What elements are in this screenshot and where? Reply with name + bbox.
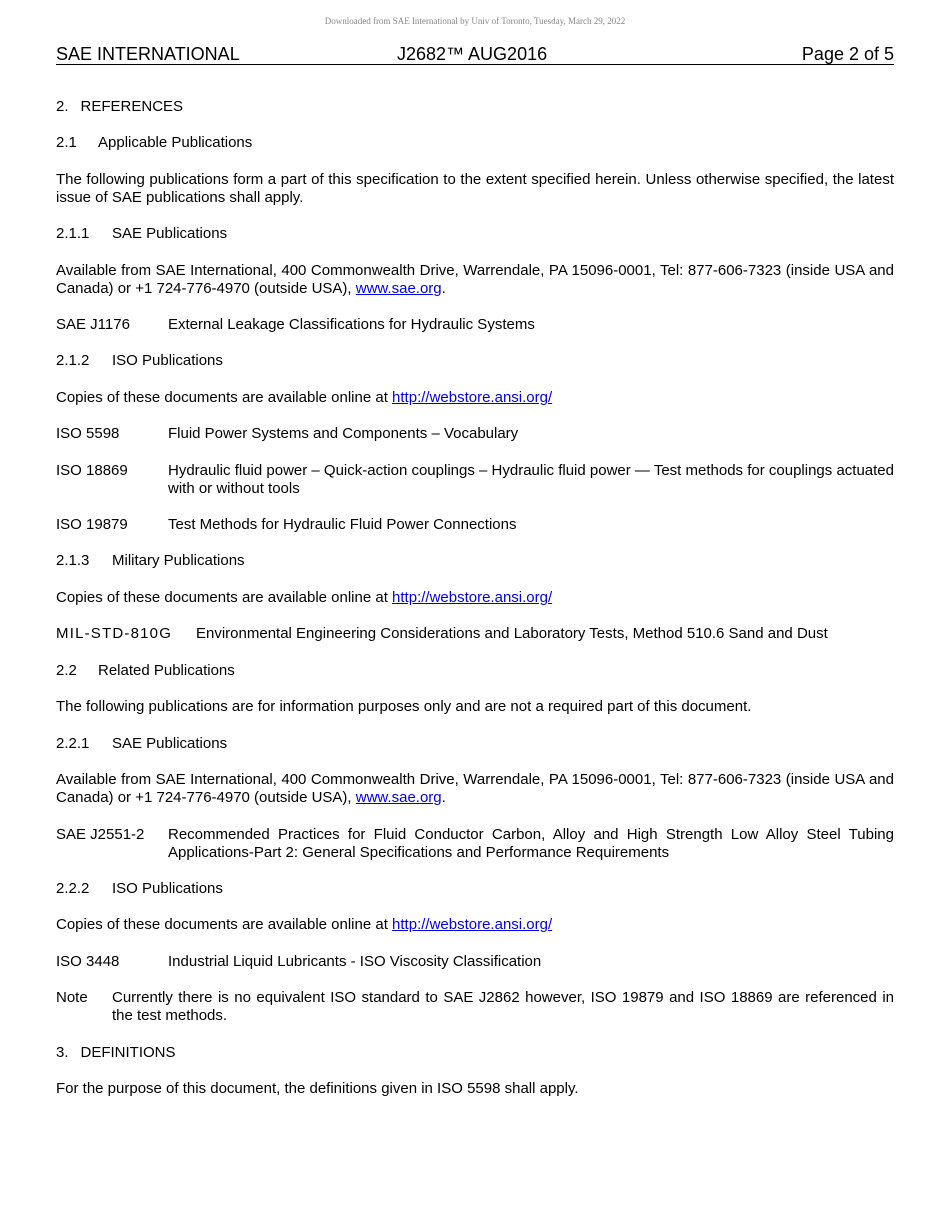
paragraph-text: Copies of these documents are available online at <box>56 389 393 406</box>
paragraph-2-2-1 <box>56 771 894 806</box>
paragraph-text: Copies of these documents are available online at <box>56 916 393 933</box>
paragraph-2-1-2 <box>56 389 894 407</box>
sae-website-link[interactable]: www.sae.org <box>355 279 442 297</box>
section-number: 2.1 <box>56 134 77 151</box>
paragraph-text: Available from SAE International, 400 Commonwealth Drive, Warrendale, PA 15096-0001, Tel: 877-606-7323 (inside USA and Canada) or +1 724-776-4970 (outside USA), <box>56 262 894 297</box>
section-heading-2 <box>56 98 894 116</box>
page-header <box>56 44 894 65</box>
reference-title: Fluid Power Systems and Components – Vocabulary <box>168 425 519 442</box>
paragraph-2-2-2 <box>56 916 894 934</box>
ansi-webstore-link[interactable]: http://webstore.ansi.org/ <box>392 389 553 406</box>
header-page-number: Page 2 of 5 <box>801 44 894 64</box>
reference-title: Environmental Engineering Considerations and Laboratory Tests, Method 510.6 Sand and Dust <box>196 625 828 642</box>
reference-code: ISO 18869 <box>56 462 128 479</box>
section-heading-3 <box>56 1044 894 1062</box>
reference-sae-j2551-2 <box>56 826 894 861</box>
paragraph-text: Available from SAE International, 400 Commonwealth Drive, Warrendale, PA 15096-0001, Tel: 877-606-7323 (inside USA and Canada) or +1 724-776-4970 (outside USA), <box>56 771 894 806</box>
paragraph-2-1-1 <box>56 262 894 297</box>
reference-code: SAE J2551-2 <box>56 826 145 843</box>
sae-website-link[interactable]: www.sae.org <box>355 788 442 806</box>
section-title: ISO Publications <box>112 880 223 897</box>
section-number: 2.1.3 <box>56 552 90 569</box>
section-heading-2-1 <box>56 134 894 152</box>
reference-code: ISO 3448 <box>56 953 120 970</box>
section-heading-2-1-1 <box>56 225 894 243</box>
reference-mil-std-810g <box>56 625 894 643</box>
reference-iso-5598 <box>56 425 894 443</box>
note-text: Currently there is no equivalent ISO standard to SAE J2862 however, ISO 19879 and ISO 18869 are referenced in the test methods. <box>112 989 894 1024</box>
reference-iso-3448 <box>56 953 894 971</box>
section-number: 2.2 <box>56 662 77 679</box>
section-heading-2-1-3 <box>56 552 894 570</box>
section-number: 2.2.1 <box>56 735 90 752</box>
paragraph-3: For the purpose of this document, the definitions given in ISO 5598 shall apply. <box>56 1080 579 1097</box>
reference-code: MIL-STD-810G <box>56 625 173 642</box>
reference-title: Test Methods for Hydraulic Fluid Power Connections <box>168 516 517 533</box>
section-number: 3. <box>56 1044 69 1061</box>
reference-code: ISO 5598 <box>56 425 120 442</box>
paragraph-tail: . <box>441 279 446 297</box>
section-number: 2.1.2 <box>56 352 90 369</box>
reference-code: SAE J1176 <box>56 316 130 333</box>
section-heading-2-2 <box>56 662 894 680</box>
reference-code: ISO 19879 <box>56 516 128 533</box>
section-title: Related Publications <box>98 662 235 679</box>
section-heading-2-1-2 <box>56 352 894 370</box>
section-title: SAE Publications <box>112 225 228 242</box>
section-title: SAE Publications <box>112 735 228 752</box>
reference-title: External Leakage Classifications for Hydraulic Systems <box>168 316 535 333</box>
section-heading-2-2-2 <box>56 880 894 898</box>
section-title: DEFINITIONS <box>80 1044 176 1061</box>
section-number: 2.2.2 <box>56 880 90 897</box>
section-number: 2.1.1 <box>56 225 90 242</box>
section-title: ISO Publications <box>112 352 223 369</box>
reference-title: Recommended Practices for Fluid Conductor Carbon, Alloy and High Strength Low Alloy Steel Tubing Applications-Part 2: General Specifications and Performance Requirements <box>168 826 894 861</box>
section-title: REFERENCES <box>80 98 184 115</box>
reference-title: Industrial Liquid Lubricants - ISO Viscosity Classification <box>168 953 542 970</box>
section-title: Military Publications <box>112 552 245 569</box>
header-doc-id: J2682™ AUG2016 <box>397 44 548 64</box>
section-title: Applicable Publications <box>98 134 253 151</box>
reference-title: Hydraulic fluid power – Quick-action couplings – Hydraulic fluid power — Test methods for couplings actuated with or without tools <box>168 462 894 497</box>
reference-iso-18869 <box>56 462 894 497</box>
paragraph-2-1: The following publications form a part of this specification to the extent specified herein. Unless otherwise specified, the latest issue of SAE publications shall apply. <box>56 171 894 206</box>
ansi-webstore-link[interactable]: http://webstore.ansi.org/ <box>392 589 553 606</box>
reference-iso-19879 <box>56 516 894 534</box>
section-number: 2. <box>56 98 69 115</box>
paragraph-text: Copies of these documents are available online at <box>56 589 393 606</box>
paragraph-tail: . <box>441 788 446 806</box>
note-label: Note <box>56 989 88 1006</box>
note-block <box>56 989 894 1024</box>
header-org: SAE INTERNATIONAL <box>56 44 240 64</box>
paragraph-2-1-3 <box>56 589 894 607</box>
reference-sae-j1176 <box>56 316 894 334</box>
paragraph-2-2: The following publications are for information purposes only and are not a required part of this document. <box>56 698 752 715</box>
section-heading-2-2-1 <box>56 735 894 753</box>
ansi-webstore-link[interactable]: http://webstore.ansi.org/ <box>392 916 553 933</box>
download-watermark: Downloaded from SAE International by Univ of Toronto, Tuesday, March 29, 2022 <box>324 16 626 26</box>
